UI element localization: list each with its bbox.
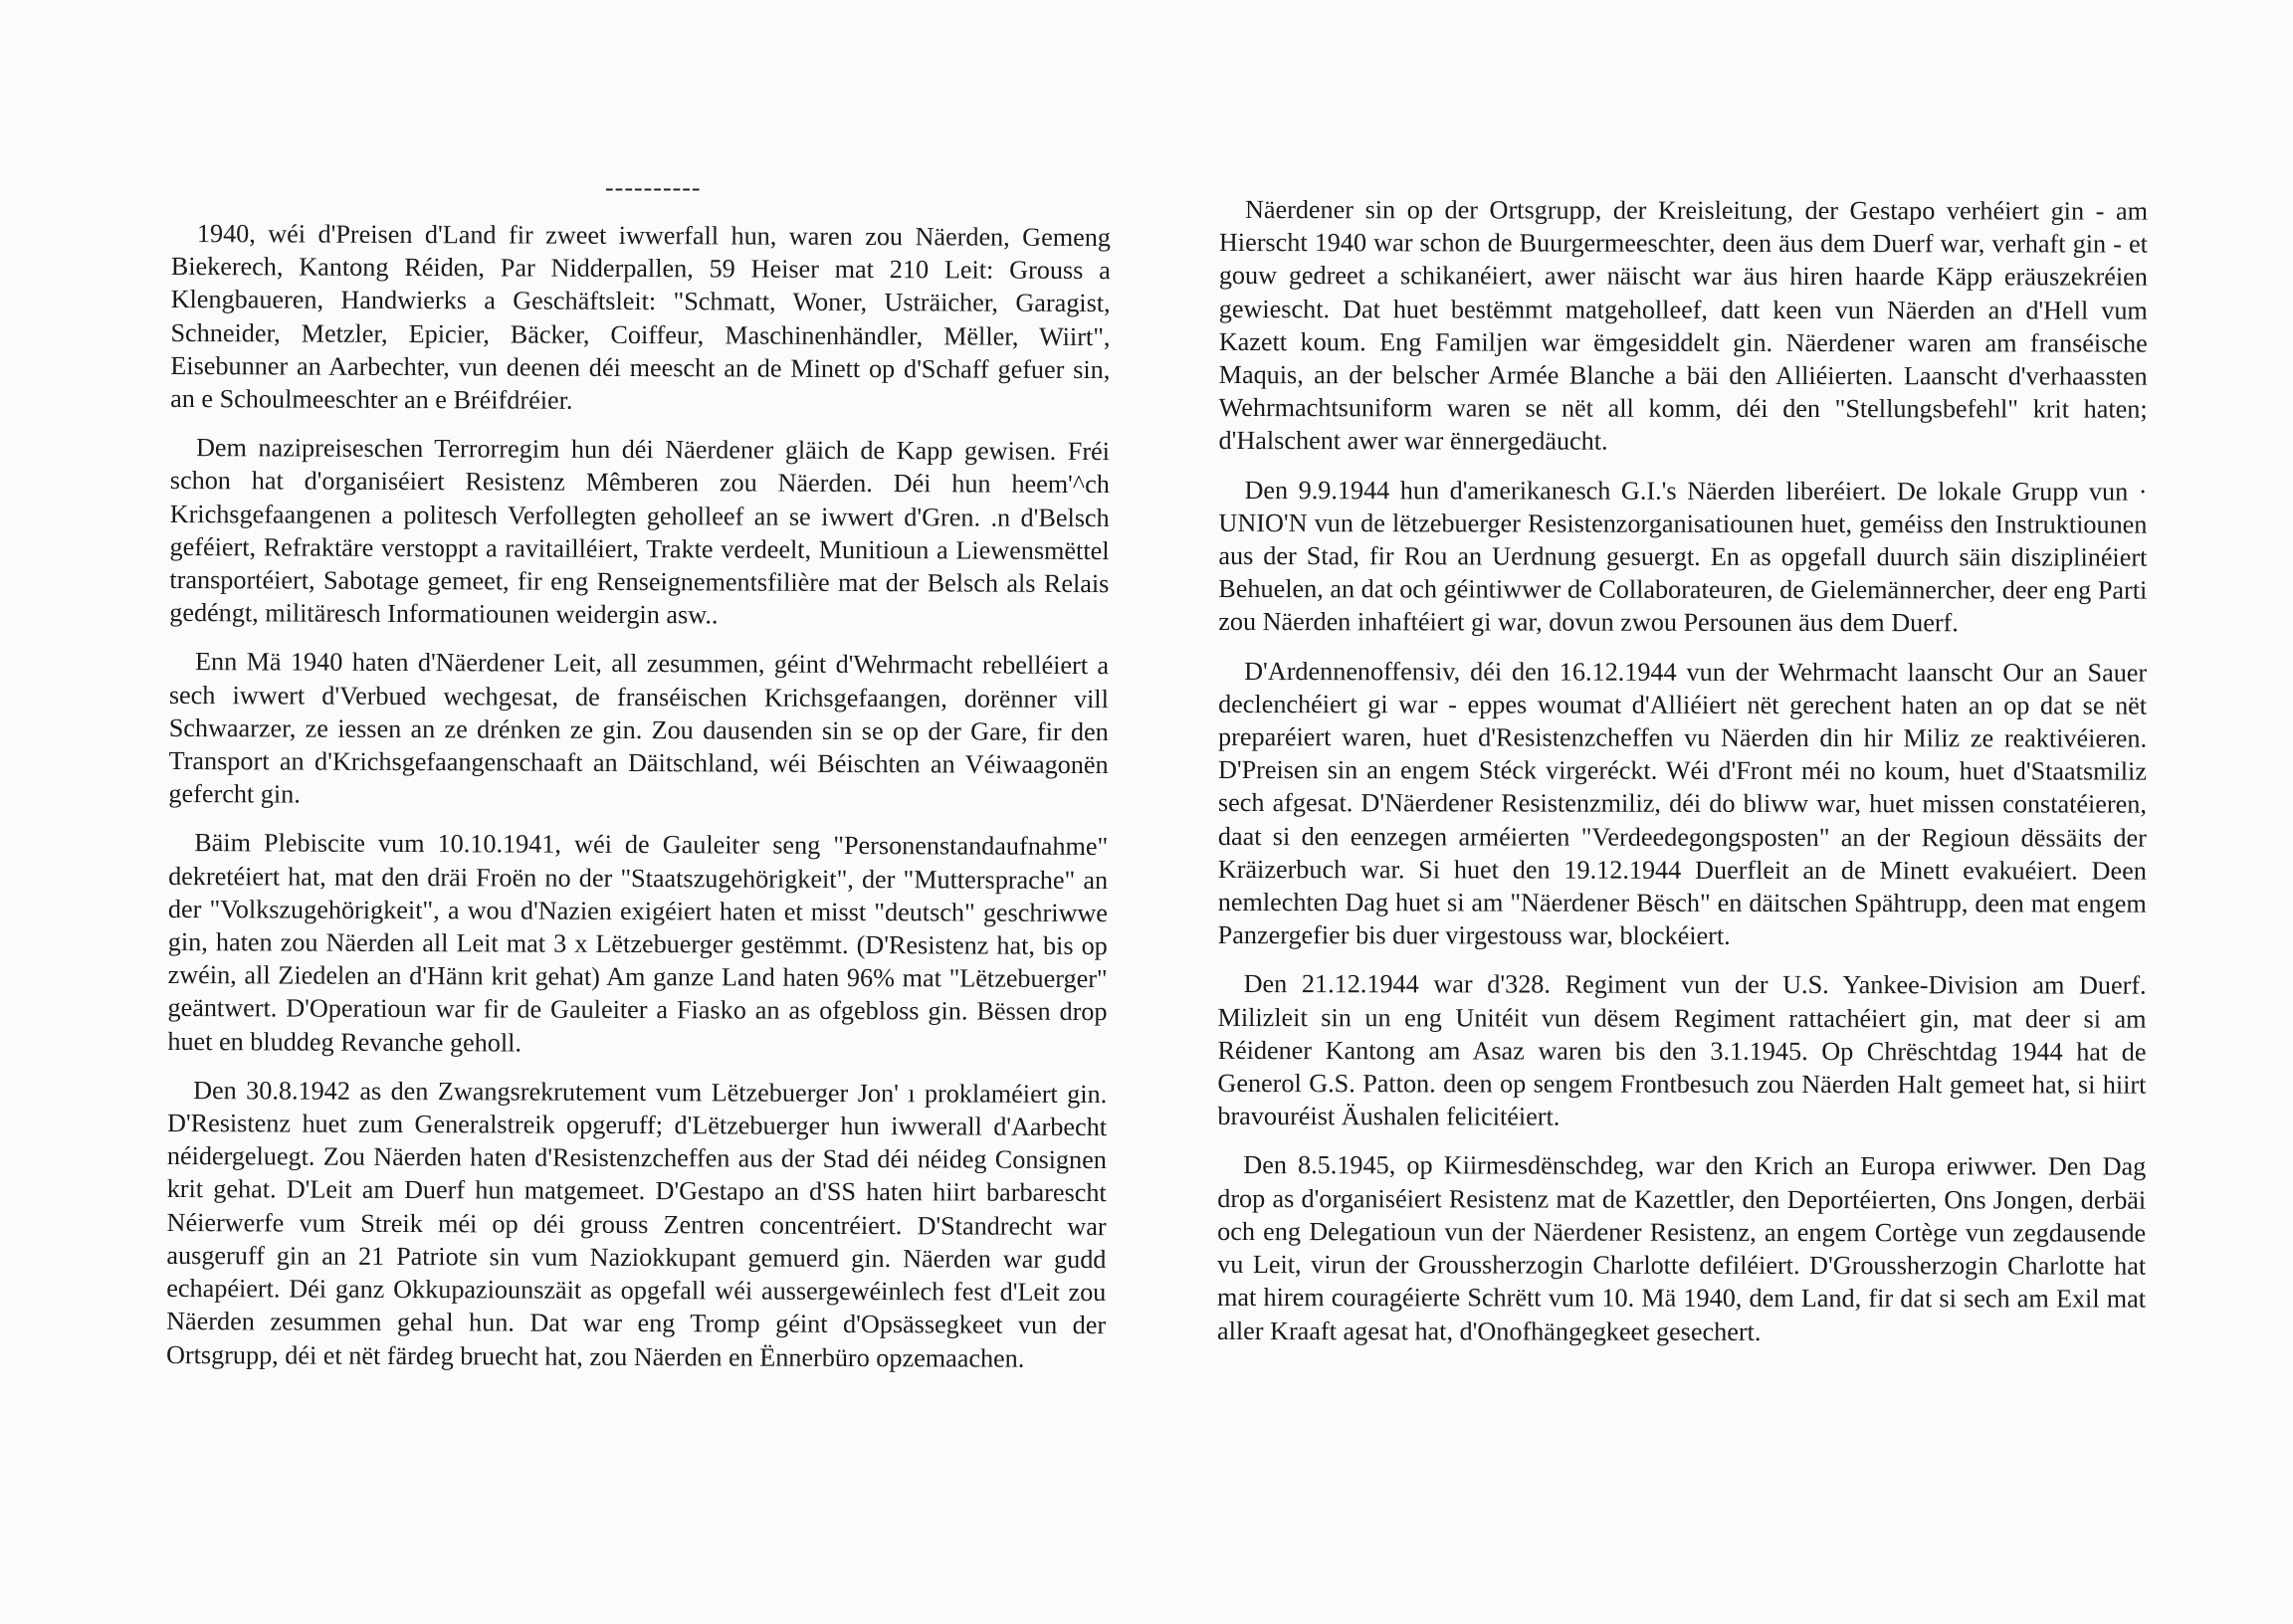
paragraph: Den 21.12.1944 war d'328. Regiment vun der U.S. Yankee-Division am Duerf. Milizleit sin un eng Unitéit vun dësem Regiment rattachéiert gin, mat deer si am Réidener Kantong am Asaz waren bis den 3.1.1945. Op Chrëschtdag 1944 hat de Generol G.S. Patton. deen op sengem Frontbesuch zou Näerden Halt gemeet hat, si hiirt bravouréist Äushalen felicitéiert. <box>1217 969 2147 1131</box>
paragraph: Den 30.8.1942 as den Zwangsrekrutement vum Lëtzebuerger Jon' ı proklaméiert gin. D'Resistenz huet zum Generalstreik opgeruff; d'Lëtzebuerger hun iwwerall d'Aarbecht néidergeluegt. Zou Näerden haten d'Resistenzcheffen aus der Stad déi néideg Consignen krit gehat. D'Leit am Duerf hun matgemeet. D'Gestapo an d'SS haten hiirt barbarescht Néierwerfe vum Streik méi op déi grouss Zentren concentréiert. D'Standrecht war ausgeruff gin an 21 Patriote sin vum Naziokkupant gemuerd gin. Näerden war gudd echapéiert. Déi ganz Okkupaziounszäit as opgefall wéi aussergewéinlech fest d'Leit zou Näerden zesummen gehal hun. Dat war eng Tromp géint d'Opsässegkeet vun der Ortsgrupp, déi et nët färdeg bruecht hat, zou Näerden en Ënnerbüro opzemaachen. <box>165 1075 1108 1373</box>
paragraph: Enn Mä 1940 haten d'Näerdener Leit, all zesummen, géint d'Wehrmacht rebelléiert a sech iwwert d'Verbued wechgesat, de franséischen Krichsgefaangen, dorënner vill Schwaarzer, ze iessen an ze drénken ze gin. Zou dausenden sin se op der Gare, fir den Transport an d'Krichsgefaangenschaaft an Däitschland, wéi Béischten an Véiwaagonën gefercht gin. <box>168 647 1110 809</box>
paragraph: Dem nazipreiseschen Terrorregim hun déi Näerdener gläich de Kapp gewisen. Fréi schon hat d'organiséiert Resistenz Mêmberen zou Näerden. Déi hun heem'^ch Krichsgefaangenen a politesch Verfollegten geholleef an se iwwert d'Gren. .n d'Belsch geféiert, Refraktäre verstoppt a ravitailléiert, Trakte verdeelt, Munitioun a Liewensmëttel transportéiert, Sabotage gemeet, fir eng Renseignementsfilière mat der Belsch als Relais gedéngt, militäresch Informatiounen weidergin asw.. <box>169 433 1111 630</box>
paragraph: Den 9.9.1944 hun d'amerikanesch G.I.'s Näerden liberéiert. De lokale Grupp vun · UNIO'N vun de lëtzebuerger Resistenzorganisatiounen huet, geméiss den Instruktiounen aus der Stad, fir Rou an Uerdnung gesuergt. En as opgefall duurch säin disziplinéiert Behuelen, an dat och géintiwwer de Collaborateuren, de Gielemännercher, deer eng Parti zou Näerden inhaftéiert gi war, dovun zwou Persounen äus dem Duerf. <box>1218 475 2148 638</box>
paragraph: D'Ardennenoffensiv, déi den 16.12.1944 vun der Wehrmacht laanscht Our an Sauer declenchéiert gi war - eppes woumat d'Alliéiert nët gerechent haten an op dat se nët preparéiert waren, huet d'Resistenzcheffen vu Näerden din hir Miliz ze reaktivéieren. D'Preisen sin an engem Stéck virgeréckt. Wéi d'Front méi no koum, huet d'Staatsmiliz sech afgesat. D'Näerdener Resistenzmiliz, déi do bliww war, huet missen constatéieren, daat si den eenzegen arméierten "Verdeedegongsposten" an der Regioun dëssäits der Kräizerbuch war. Si huet den 19.12.1944 Duerfleit an de Minett evakuéiert. Deen nemlechten Dag huet si am "Näerdener Bësch" en däitschen Spähtrupp, deen mat engem Panzergefier bis duer virgestouss war, blockéiert. <box>1217 656 2148 951</box>
left-column <box>166 217 1111 1391</box>
section-separator: ---------- <box>605 173 702 202</box>
paragraph: Den 8.5.1945, op Kiirmesdënschdeg, war den Krich an Europa eriwwer. Den Dag drop as d'organiséiert Resistenz mat de Kazettler, den Deportéierten, Ons Jongen, derbäi och eng Delegatioun vun der Näerdener Resistenz, an engem Cortège vun zegdausende vu Leit, virun der Groussherzogin Charlotte defiléiert. D'Groussherzogin Charlotte hat mat hirem couragéierte Schrëtt vum 10. Mä 1940, dem Land, fir dat si sech am Exil mat aller Kraaft agesat hat, d'Onofhängegkeet gesechert. <box>1216 1150 2147 1346</box>
paragraph: Näerdener sin op der Ortsgrupp, der Kreisleitung, der Gestapo verhéiert gin - am Hierscht 1940 war schon de Buurgermeeschter, deen äus dem Duerf war, verhaft gin - et gouw gedreet a schikanéiert, awer näischt war äus hiren haarde Käpp eräuszekréien gewiescht. Dat huet bestëmmt matgeholleef, datt keen vun Näerden an d'Hell vum Kazett koum. Eng Familjen war ëmgesiddelt gin. Näerdener waren am franséische Maquis, an der belscher Armée Blanche a bäi den Alliéierten. Laanscht d'verhaassten Wehrmachtsuniform waren se nët all komm, déi den "Stellungsbefehl" krit haten; d'Halschent awer war ënnergedäucht. <box>1218 195 2148 457</box>
paragraph: Bäim Plebiscite vum 10.10.1941, wéi de Gauleiter seng "Personenstandaufnahme" dekretéiert hat, mat den dräi Froën no der "Staatszugehörigkeit", der "Muttersprache" an der "Volkszugehörigkeit", a wou d'Nazien exigéiert haten et misst "deutsch" geschriwwe gin, haten zou Näerden all Leit mat 3 x Lëtzebuerger gestëmmt. (D'Resistenz hat, bis op zwéin, all Ziedelen an d'Hänn krit gehat) Am ganze Land haten 96% mat "Lëtzebuerger" geäntwert. D'Operatioun war fir de Gauleiter a Fiasko an as ofgebloss gin. Bëssen drop huet en bluddeg Revanche geholl. <box>167 828 1109 1058</box>
paragraph: 1940, wéi d'Preisen d'Land fir zweet iwwerfall hun, waren zou Näerden, Gemeng Biekerech, Kantong Réiden, Par Nidderpallen, 59 Heiser mat 210 Leit: Grouss a Klengbaueren, Handwierks a Geschäftsleit: "Schmatt, Woner, Usträicher, Garagist, Schneider, Metzler, Epicier, Bäcker, Coiffeur, Maschinenhändler, Mëller, Wiirt", Eisebunner an Aarbechter, vun deenen déi meescht an de Minett op d'Schaff gefuer sin, an e Schoulmeeschter an e Bréifdréier. <box>170 219 1111 415</box>
right-column <box>1217 193 2148 1364</box>
